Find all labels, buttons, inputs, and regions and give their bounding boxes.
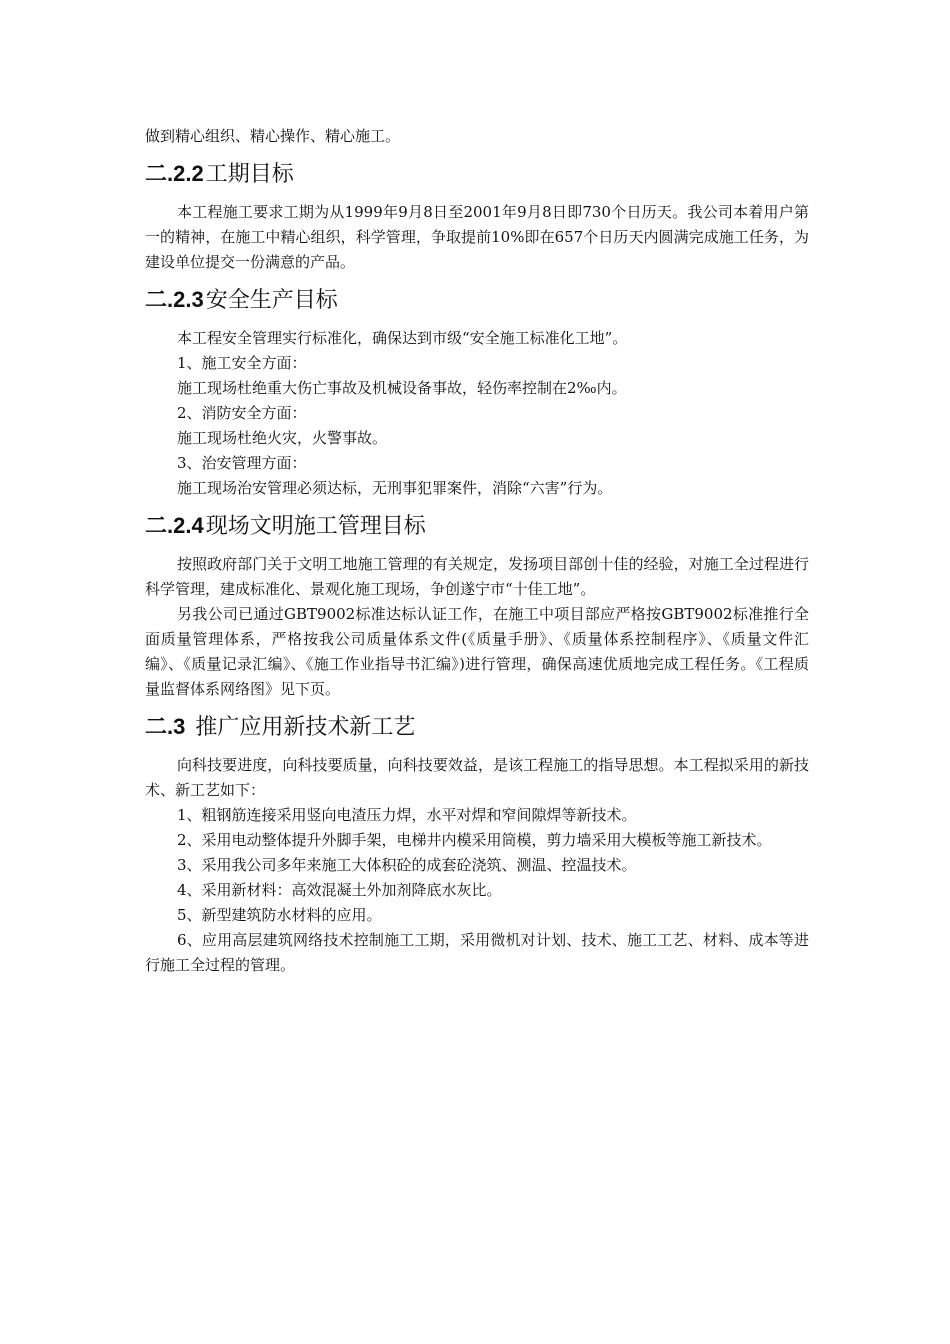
tech-item-6: 6、应用高层建筑网络技术控制施工工期，采用微机对计划、技术、施工工艺、材料、成本等进行施工全过程的管理。 — [145, 931, 809, 974]
schedule-paragraph: 本工程施工要求工期为从1999年9月8日至2001年9月8日即730个日历天。我公司本着用户第一的精神，在施工中精心组织，科学管理，争取提前10%即在657个日历天内圆满完成施工任务，为建设单位提交一份满意的产品。 — [145, 203, 809, 271]
safety-item-3: 3、治安管理方面： — [177, 454, 307, 472]
document-page — [145, 124, 809, 978]
tech-item-5: 5、新型建筑防水材料的应用。 — [177, 906, 382, 924]
heading-title: 现场文明施工管理目标 — [205, 514, 426, 539]
heading-number: 二.2.4 — [145, 513, 204, 538]
safety-paragraph: 本工程安全管理实行标准化，确保达到市级“安全施工标准化工地”。 — [177, 329, 628, 347]
tech-paragraph: 向科技要进度，向科技要质量，向科技要效益，是该工程施工的指导思想。本工程拟采用的新技术、新工艺如下： — [145, 756, 809, 799]
tech-item-4: 4、采用新材料：高效混凝土外加剂降底水灰比。 — [177, 881, 502, 899]
civilized-paragraph-2: 另我公司已通过GBT9002标准达标认证工作，在施工中项目部应严格按GBT9002标准推行全面质量管理体系，严格按我公司质量体系文件(《质量手册》、《质量体系控制程序》、《质量文件汇编》、《质量记录汇编》、《施工作业指导书汇编》)进行管理，确保高速优质地完成工程任务。《工程质量监督体系网络图》见下页。 — [145, 605, 809, 698]
heading-number: 二.2.3 — [145, 287, 204, 312]
civilized-paragraph-1: 按照政府部门关于文明工地施工管理的有关规定，发扬项目部创十佳的经验，对施工全过程进行科学管理，建成标准化、景观化施工现场，争创遂宁市“十佳工地”。 — [145, 555, 809, 598]
safety-item-1-text: 施工现场杜绝重大伤亡事故及机械设备事故，轻伤率控制在2‰内。 — [177, 379, 627, 397]
heading-number: 二.3 — [145, 714, 186, 739]
intro-paragraph: 做到精心组织、精心操作、精心施工。 — [145, 127, 401, 145]
heading-title: 工期目标 — [205, 162, 294, 187]
heading-2-2-3 — [145, 275, 809, 326]
safety-item-1: 1、施工安全方面： — [177, 354, 307, 372]
safety-item-2: 2、消防安全方面： — [177, 404, 307, 422]
heading-title: 推广应用新技术新工艺 — [195, 715, 416, 740]
tech-item-2: 2、采用电动整体提升外脚手架，电梯井内模采用筒模，剪力墙采用大模板等施工新技术。 — [177, 831, 772, 849]
heading-2-2-2 — [145, 149, 809, 200]
safety-item-2-text: 施工现场杜绝火灾，火警事故。 — [177, 429, 388, 447]
tech-item-3: 3、采用我公司多年来施工大体积砼的成套砼浇筑、测温、控温技术。 — [177, 856, 637, 874]
heading-2-3 — [145, 702, 809, 753]
heading-number: 二.2.2 — [145, 161, 204, 186]
heading-2-2-4 — [145, 501, 809, 552]
heading-title: 安全生产目标 — [205, 288, 338, 313]
tech-item-1: 1、粗钢筋连接采用竖向电渣压力焊，水平对焊和窄间隙焊等新技术。 — [177, 806, 637, 824]
safety-item-3-text: 施工现场治安管理必须达标，无刑事犯罪案件，消除“六害”行为。 — [177, 479, 613, 497]
